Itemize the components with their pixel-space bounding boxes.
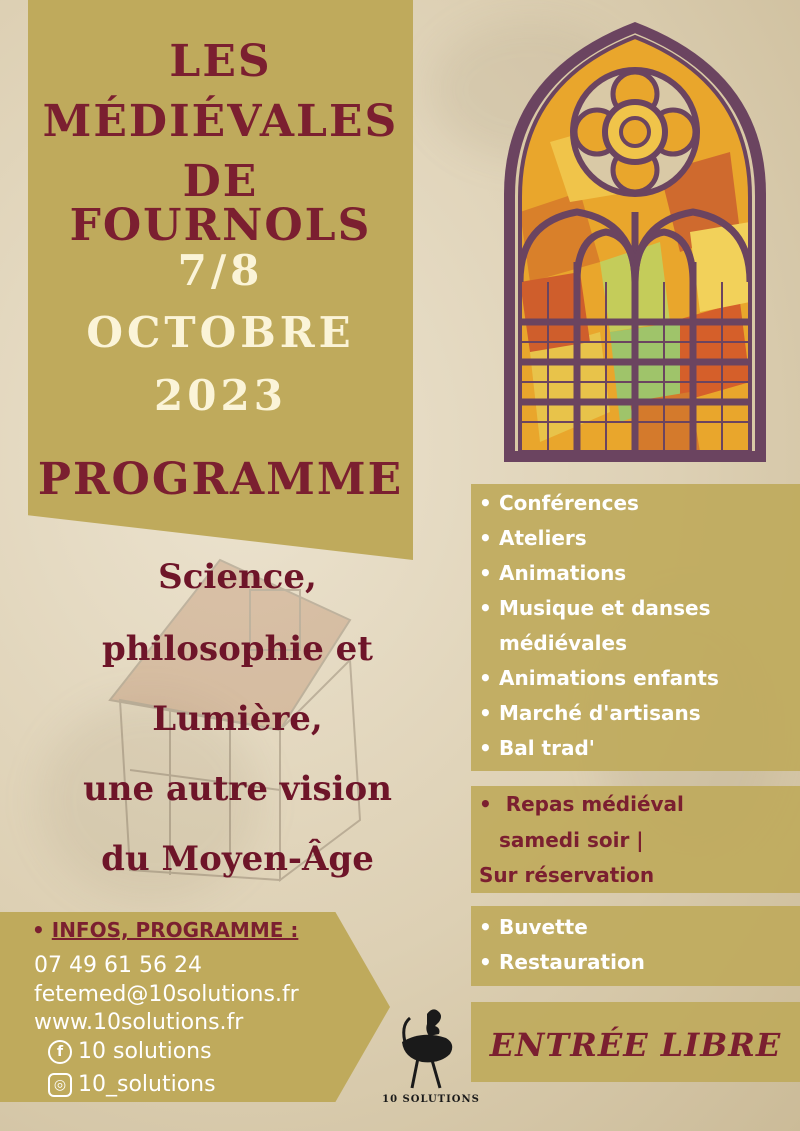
email-link[interactable]: fetemed@10solutions.fr — [34, 982, 299, 1007]
instagram-label: 10_solutions — [78, 1072, 216, 1097]
infos-heading-text: INFOS, PROGRAMME : — [51, 918, 299, 942]
theme-line-2: philosophie et — [101, 629, 374, 669]
date-year: 2023 — [154, 371, 287, 420]
programme-heading: PROGRAMME — [37, 454, 404, 505]
theme-line-4: une autre vision — [83, 769, 392, 809]
stained-glass-window — [490, 22, 780, 462]
activities-list — [471, 484, 800, 766]
repas-line-1-text: Repas médiéval — [505, 792, 684, 816]
list-item-continuation: médiévales — [499, 631, 627, 655]
repas-line-1: • Repas médiéval — [479, 792, 684, 816]
list-item: • Animations — [471, 556, 800, 591]
date-day: 7/8 — [177, 246, 264, 295]
facebook-link[interactable] — [48, 1040, 212, 1064]
logo-text: 10 SOLUTIONS — [382, 1094, 480, 1105]
food-box — [471, 906, 800, 986]
list-item: • Marché d'artisans — [471, 696, 800, 731]
repas-line-3: Sur réservation — [479, 863, 655, 887]
activities-box — [471, 484, 800, 771]
facebook-label: 10 solutions — [78, 1039, 212, 1064]
title-line-1: LES — [169, 36, 272, 87]
list-item: • Restauration — [471, 945, 800, 980]
infos-heading: • INFOS, PROGRAMME : — [32, 918, 299, 942]
theme-line-3: Lumière, — [152, 699, 323, 739]
theme-line-5: du Moyen-Âge — [101, 839, 374, 879]
date-month: OCTOBRE — [86, 308, 355, 357]
rooster-ostrich-logo — [392, 1006, 472, 1091]
list-item: • Animations enfants — [471, 661, 800, 696]
entree-libre: ENTRÉE LIBRE — [489, 1026, 782, 1064]
repas-box — [471, 786, 800, 893]
list-item: • Ateliers — [471, 521, 800, 556]
list-item: • Conférences — [471, 486, 800, 521]
instagram-icon: ◎ — [48, 1073, 72, 1097]
title-line-2: MÉDIÉVALES — [42, 96, 399, 147]
list-item: • Buvette — [471, 910, 800, 945]
facebook-icon: f — [48, 1040, 72, 1064]
instagram-link[interactable] — [48, 1073, 216, 1097]
list-item: • Musique et danses — [471, 591, 800, 626]
repas-line-2: samedi soir | — [499, 828, 644, 852]
entree-box — [471, 1002, 800, 1082]
website-link[interactable]: www.10solutions.fr — [34, 1010, 244, 1035]
theme-line-1: Science, — [158, 557, 317, 597]
phone-number[interactable]: 07 49 61 56 24 — [34, 953, 202, 978]
food-list — [471, 906, 800, 980]
title-line-3: DE FOURNOLS — [69, 156, 372, 251]
list-item: • Bal trad' — [471, 731, 800, 766]
